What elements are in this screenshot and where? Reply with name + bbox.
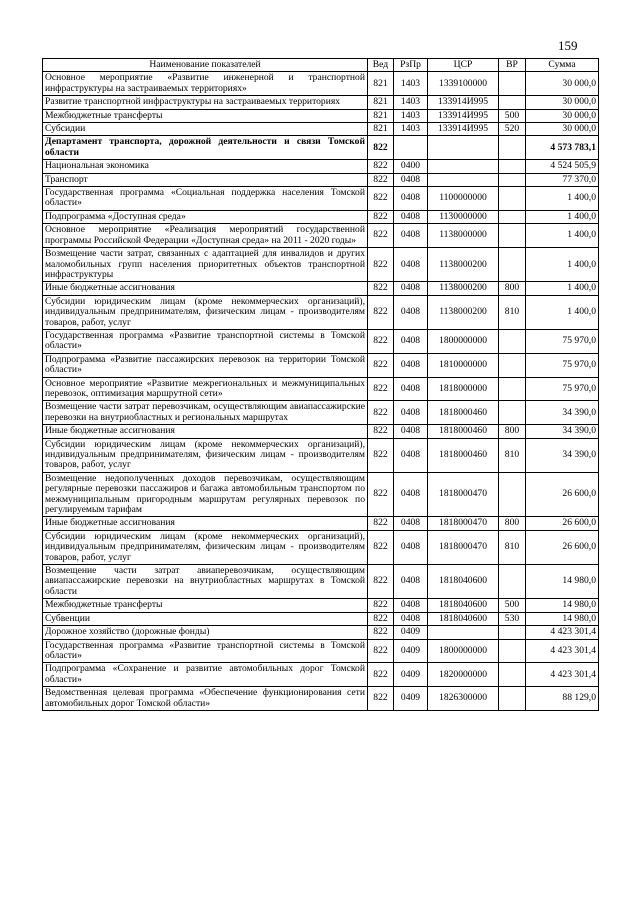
row-sum-cell: 4 423 301,4 — [526, 639, 599, 663]
row-name-cell: Субсидии юридическим лицам (кроме некоммерческих организаций), индивидуальным предпринимателям, физическим лицам - производителям товаров, работ, услуг — [43, 530, 368, 564]
table-row — [43, 329, 599, 353]
row-sum-cell: 4 423 301,4 — [526, 626, 599, 639]
row-ved-cell: 822 — [368, 599, 394, 612]
row-rzpr-cell: 1403 — [394, 72, 428, 96]
row-rzpr-cell: 1403 — [394, 96, 428, 109]
row-sum-cell: 30 000,0 — [526, 72, 599, 96]
row-ved-cell: 822 — [368, 612, 394, 625]
row-name-cell: Основное мероприятие «Развитие инженерной и транспортной инфраструктуры на застраиваемых территориях» — [43, 72, 368, 96]
row-csr-cell: 1100000000 — [428, 187, 499, 211]
row-vr-cell: 810 — [499, 530, 526, 564]
row-sum-cell: 34 390,0 — [526, 401, 599, 425]
row-vr-cell — [499, 248, 526, 282]
row-sum-cell: 75 970,0 — [526, 329, 599, 353]
row-csr-cell: 133914И995 — [428, 109, 499, 122]
row-name-cell: Развитие транспортной инфраструктуры на застраиваемых территориях — [43, 96, 368, 109]
page-number: 159 — [558, 38, 578, 53]
row-sum-cell: 1 400,0 — [526, 224, 599, 248]
table-row — [43, 248, 599, 282]
row-vr-cell — [499, 472, 526, 517]
table-row — [43, 425, 599, 438]
row-sum-cell: 26 600,0 — [526, 530, 599, 564]
row-sum-cell: 1 400,0 — [526, 295, 599, 329]
row-vr-cell: 810 — [499, 295, 526, 329]
row-sum-cell: 4 573 783,1 — [526, 136, 599, 160]
row-rzpr-cell: 0408 — [394, 565, 428, 599]
row-vr-cell — [499, 224, 526, 248]
row-rzpr-cell: 0408 — [394, 599, 428, 612]
row-name-cell: Субсидии юридическим лицам (кроме некоммерческих организаций), индивидуальным предпринимателям, физическим лицам - производителям товаров, работ, услуг — [43, 295, 368, 329]
table-row — [43, 160, 599, 173]
row-rzpr-cell: 0408 — [394, 173, 428, 186]
row-csr-cell: 133914И995 — [428, 96, 499, 109]
row-ved-cell: 822 — [368, 401, 394, 425]
row-rzpr-cell: 1403 — [394, 123, 428, 136]
row-name-cell: Возмещение части затрат, связанных с адаптацией для инвалидов и других маломобильных групп населения приоритетных объектов транспортной инфраструктуры — [43, 248, 368, 282]
row-csr-cell: 1138000200 — [428, 248, 499, 282]
row-csr-cell: 133914И995 — [428, 123, 499, 136]
row-ved-cell: 822 — [368, 377, 394, 401]
row-csr-cell: 1818000470 — [428, 517, 499, 530]
header-ved: Вед — [368, 59, 394, 72]
table-row — [43, 639, 599, 663]
table-row — [43, 173, 599, 186]
row-sum-cell: 26 600,0 — [526, 472, 599, 517]
row-csr-cell: 1818000460 — [428, 438, 499, 472]
row-name-cell: Основное мероприятие «Реализация мероприятий государственной программы Российской Федерации «Доступная среда» на 2011 - 2020 годы» — [43, 224, 368, 248]
row-vr-cell: 810 — [499, 438, 526, 472]
row-sum-cell: 26 600,0 — [526, 517, 599, 530]
row-vr-cell — [499, 639, 526, 663]
row-vr-cell — [499, 626, 526, 639]
row-vr-cell: 800 — [499, 282, 526, 295]
row-rzpr-cell: 0408 — [394, 282, 428, 295]
row-vr-cell: 500 — [499, 109, 526, 122]
row-sum-cell: 1 400,0 — [526, 282, 599, 295]
row-name-cell: Подпрограмма «Сохранение и развитие автомобильных дорог Томской области» — [43, 663, 368, 687]
row-ved-cell: 821 — [368, 109, 394, 122]
row-csr-cell: 1818040600 — [428, 612, 499, 625]
row-sum-cell: 34 390,0 — [526, 425, 599, 438]
row-sum-cell: 14 980,0 — [526, 599, 599, 612]
row-rzpr-cell: 0409 — [394, 687, 428, 711]
row-sum-cell: 75 970,0 — [526, 353, 599, 377]
table-row — [43, 295, 599, 329]
row-vr-cell — [499, 401, 526, 425]
row-rzpr-cell: 0408 — [394, 248, 428, 282]
table-row — [43, 282, 599, 295]
row-vr-cell — [499, 72, 526, 96]
row-ved-cell: 822 — [368, 329, 394, 353]
row-ved-cell: 822 — [368, 438, 394, 472]
row-rzpr-cell: 0408 — [394, 530, 428, 564]
row-name-cell: Иные бюджетные ассигнования — [43, 282, 368, 295]
table-row — [43, 72, 599, 96]
row-rzpr-cell: 0409 — [394, 639, 428, 663]
row-rzpr-cell — [394, 136, 428, 160]
row-name-cell: Межбюджетные трансферты — [43, 599, 368, 612]
row-csr-cell: 1339100000 — [428, 72, 499, 96]
table-row — [43, 626, 599, 639]
row-sum-cell: 4 524 505,9 — [526, 160, 599, 173]
row-csr-cell: 1138000000 — [428, 224, 499, 248]
table-row — [43, 224, 599, 248]
row-vr-cell — [499, 353, 526, 377]
row-name-cell: Иные бюджетные ассигнования — [43, 517, 368, 530]
row-ved-cell: 821 — [368, 96, 394, 109]
table-row — [43, 472, 599, 517]
row-vr-cell — [499, 210, 526, 223]
row-ved-cell: 822 — [368, 224, 394, 248]
row-rzpr-cell: 0408 — [394, 224, 428, 248]
table-row — [43, 109, 599, 122]
header-vr: ВР — [499, 59, 526, 72]
table-body — [43, 72, 599, 711]
row-sum-cell: 77 370,0 — [526, 173, 599, 186]
row-csr-cell: 1818040600 — [428, 565, 499, 599]
row-sum-cell: 30 000,0 — [526, 123, 599, 136]
table-row — [43, 123, 599, 136]
row-sum-cell: 14 980,0 — [526, 565, 599, 599]
row-ved-cell: 822 — [368, 295, 394, 329]
row-ved-cell: 822 — [368, 687, 394, 711]
row-sum-cell: 1 400,0 — [526, 248, 599, 282]
row-name-cell: Ведомственная целевая программа «Обеспечение функционирования сети автомобильных дорог Томской области» — [43, 687, 368, 711]
row-rzpr-cell: 0408 — [394, 425, 428, 438]
row-rzpr-cell: 0408 — [394, 329, 428, 353]
budget-table — [42, 58, 599, 711]
row-vr-cell — [499, 329, 526, 353]
row-name-cell: Межбюджетные трансферты — [43, 109, 368, 122]
table-row — [43, 612, 599, 625]
row-name-cell: Подпрограмма «Доступная среда» — [43, 210, 368, 223]
row-vr-cell: 520 — [499, 123, 526, 136]
row-vr-cell — [499, 377, 526, 401]
row-sum-cell: 1 400,0 — [526, 187, 599, 211]
row-vr-cell: 800 — [499, 517, 526, 530]
row-vr-cell: 800 — [499, 425, 526, 438]
row-rzpr-cell: 0408 — [394, 377, 428, 401]
row-name-cell: Подпрограмма «Развитие пассажирских перевозок на территории Томской области» — [43, 353, 368, 377]
row-vr-cell — [499, 160, 526, 173]
row-rzpr-cell: 0408 — [394, 612, 428, 625]
row-ved-cell: 821 — [368, 72, 394, 96]
row-name-cell: Субсидии юридическим лицам (кроме некоммерческих организаций), индивидуальным предпринимателям, физическим лицам - производителям товаров, работ, услуг — [43, 438, 368, 472]
header-rzpr: РзПр — [394, 59, 428, 72]
row-sum-cell: 34 390,0 — [526, 438, 599, 472]
row-name-cell: Возмещение части затрат авиаперевозчикам, осуществляющим авиапассажирские перевозки на внутриобластных маршрутах в Томской области — [43, 565, 368, 599]
table-row — [43, 517, 599, 530]
row-vr-cell: 500 — [499, 599, 526, 612]
table-row — [43, 687, 599, 711]
row-sum-cell: 4 423 301,4 — [526, 663, 599, 687]
row-ved-cell: 822 — [368, 663, 394, 687]
row-csr-cell — [428, 160, 499, 173]
row-rzpr-cell: 0408 — [394, 517, 428, 530]
row-ved-cell: 822 — [368, 472, 394, 517]
row-name-cell: Субвенции — [43, 612, 368, 625]
row-csr-cell: 1810000000 — [428, 353, 499, 377]
row-ved-cell: 822 — [368, 639, 394, 663]
table-row — [43, 663, 599, 687]
row-rzpr-cell: 0408 — [394, 401, 428, 425]
table-row — [43, 565, 599, 599]
row-ved-cell: 822 — [368, 210, 394, 223]
row-ved-cell: 822 — [368, 353, 394, 377]
row-ved-cell: 822 — [368, 565, 394, 599]
row-name-cell: Иные бюджетные ассигнования — [43, 425, 368, 438]
row-sum-cell: 88 129,0 — [526, 687, 599, 711]
table-row — [43, 599, 599, 612]
table-row — [43, 210, 599, 223]
row-name-cell: Департамент транспорта, дорожной деятельности и связи Томской области — [43, 136, 368, 160]
table-row — [43, 530, 599, 564]
row-rzpr-cell: 0409 — [394, 626, 428, 639]
row-csr-cell: 1138000200 — [428, 282, 499, 295]
row-rzpr-cell: 0408 — [394, 295, 428, 329]
row-name-cell: Дорожное хозяйство (дорожные фонды) — [43, 626, 368, 639]
row-vr-cell — [499, 565, 526, 599]
row-rzpr-cell: 0408 — [394, 353, 428, 377]
row-name-cell: Субсидии — [43, 123, 368, 136]
row-name-cell: Государственная программа «Социальная поддержка населения Томской области» — [43, 187, 368, 211]
table-row — [43, 136, 599, 160]
row-ved-cell: 822 — [368, 626, 394, 639]
table-row — [43, 353, 599, 377]
header-csr: ЦСР — [428, 59, 499, 72]
row-csr-cell: 1820000000 — [428, 663, 499, 687]
row-csr-cell: 1818040600 — [428, 599, 499, 612]
row-csr-cell — [428, 173, 499, 186]
row-rzpr-cell: 0408 — [394, 438, 428, 472]
row-ved-cell: 822 — [368, 160, 394, 173]
row-csr-cell: 1800000000 — [428, 329, 499, 353]
table-row — [43, 377, 599, 401]
row-csr-cell: 1138000200 — [428, 295, 499, 329]
row-csr-cell: 1818000000 — [428, 377, 499, 401]
row-vr-cell — [499, 136, 526, 160]
row-ved-cell: 822 — [368, 425, 394, 438]
row-sum-cell: 75 970,0 — [526, 377, 599, 401]
row-sum-cell: 30 000,0 — [526, 96, 599, 109]
row-vr-cell — [499, 96, 526, 109]
row-ved-cell: 822 — [368, 282, 394, 295]
row-name-cell: Государственная программа «Развитие транспортной системы в Томской области» — [43, 329, 368, 353]
table-row — [43, 438, 599, 472]
row-sum-cell: 30 000,0 — [526, 109, 599, 122]
row-ved-cell: 822 — [368, 530, 394, 564]
row-vr-cell — [499, 687, 526, 711]
row-ved-cell: 822 — [368, 187, 394, 211]
row-ved-cell: 822 — [368, 248, 394, 282]
table-header-row — [43, 59, 599, 72]
header-name: Наименование показателей — [43, 59, 368, 72]
row-sum-cell: 14 980,0 — [526, 612, 599, 625]
header-sum: Сумма — [526, 59, 599, 72]
row-ved-cell: 822 — [368, 136, 394, 160]
row-rzpr-cell: 0408 — [394, 472, 428, 517]
row-rzpr-cell: 1403 — [394, 109, 428, 122]
row-csr-cell: 1826300000 — [428, 687, 499, 711]
table-row — [43, 401, 599, 425]
row-vr-cell — [499, 663, 526, 687]
row-name-cell: Возмещение недополученных доходов перевозчикам, осуществляющим регулярные перевозки пассажиров и багажа автомобильным транспортом по межмуниципальным пригородным маршрутам регулярных перевозок по регулируемым тарифам — [43, 472, 368, 517]
row-rzpr-cell: 0408 — [394, 187, 428, 211]
row-csr-cell: 1818000460 — [428, 401, 499, 425]
row-rzpr-cell: 0408 — [394, 210, 428, 223]
row-name-cell: Основное мероприятие «Развитие межрегиональных и межмуниципальных перевозок, оптимизация маршрутной сети» — [43, 377, 368, 401]
row-name-cell: Транспорт — [43, 173, 368, 186]
row-name-cell: Государственная программа «Развитие транспортной системы в Томской области» — [43, 639, 368, 663]
row-csr-cell: 1800000000 — [428, 639, 499, 663]
row-sum-cell: 1 400,0 — [526, 210, 599, 223]
row-csr-cell — [428, 626, 499, 639]
row-vr-cell — [499, 173, 526, 186]
row-name-cell: Возмещение части затрат перевозчикам, осуществляющим авиапассажирские перевозки на внутриобластных и региональных маршрутах — [43, 401, 368, 425]
row-csr-cell — [428, 136, 499, 160]
row-ved-cell: 821 — [368, 123, 394, 136]
table-row — [43, 187, 599, 211]
row-csr-cell: 1130000000 — [428, 210, 499, 223]
row-rzpr-cell: 0400 — [394, 160, 428, 173]
row-ved-cell: 822 — [368, 517, 394, 530]
row-csr-cell: 1818000470 — [428, 530, 499, 564]
row-csr-cell: 1818000470 — [428, 472, 499, 517]
table-row — [43, 96, 599, 109]
row-ved-cell: 822 — [368, 173, 394, 186]
row-rzpr-cell: 0409 — [394, 663, 428, 687]
row-name-cell: Национальная экономика — [43, 160, 368, 173]
row-csr-cell: 1818000460 — [428, 425, 499, 438]
row-vr-cell — [499, 187, 526, 211]
row-vr-cell: 530 — [499, 612, 526, 625]
